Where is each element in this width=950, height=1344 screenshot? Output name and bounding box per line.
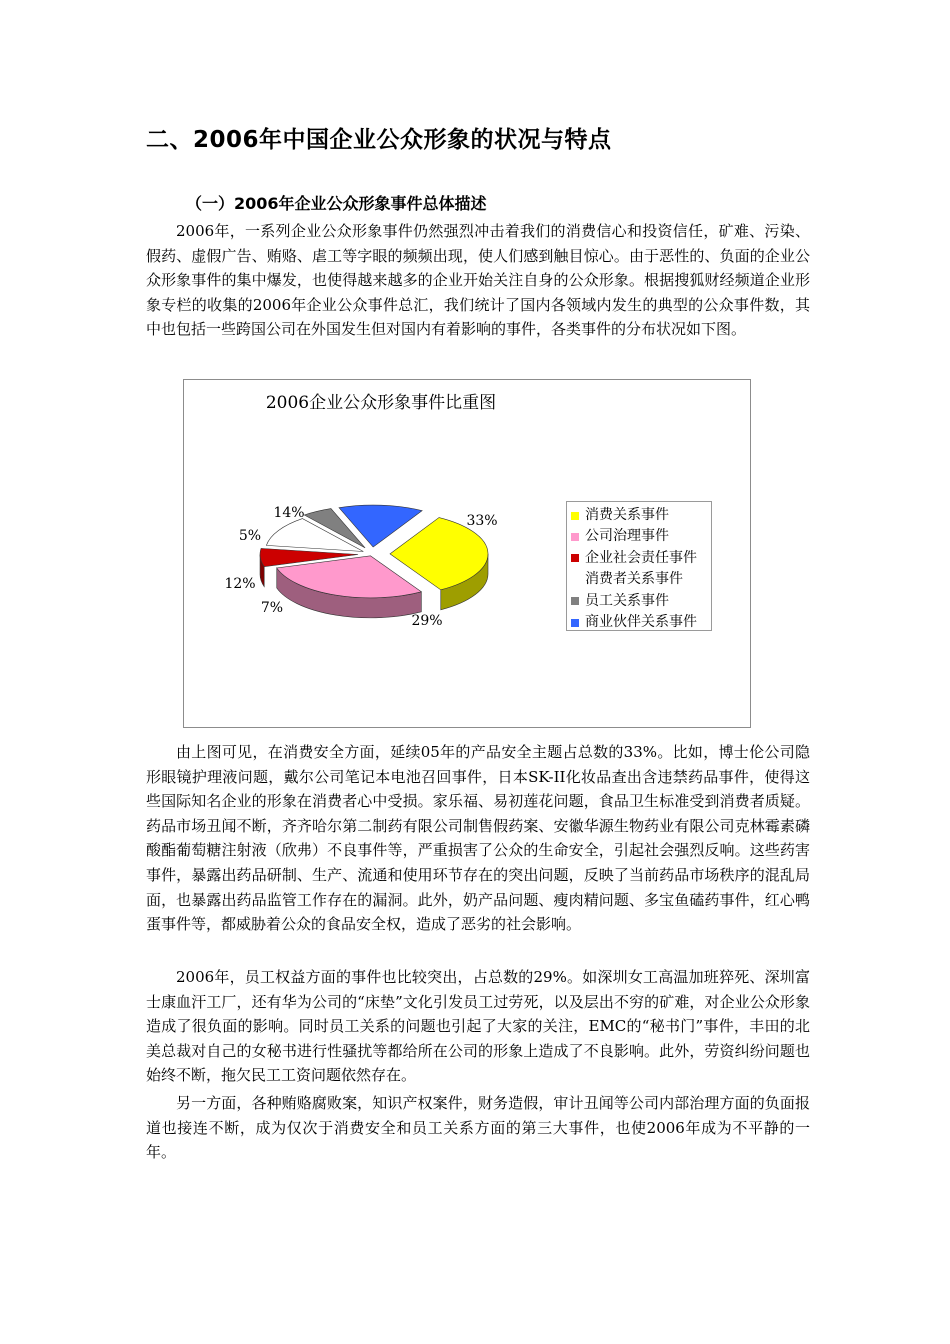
subsection-title: （一）2006年企业公众形象事件总体描述	[186, 194, 487, 213]
legend-swatch-1	[571, 533, 579, 541]
legend-item-0	[571, 505, 711, 526]
legend-label-5: 商业伙伴关系事件	[585, 613, 697, 630]
pie-value-label-1: 29%	[411, 613, 443, 629]
pie-value-label-0: 33%	[466, 513, 498, 529]
paragraph-employee-rights: 2006年，员工权益方面的事件也比较突出，占总数的29%。如深圳女工高温加班猝死、深圳富士康血汗工厂，还有华为公司的“床垫”文化引发员工过劳死，以及层出不穷的矿难，对企业公众形象造成了很负面的影响。同时员工关系的问题也引起了大家的关注，EMC的“秘书门”事件，丰田的北美总裁对自己的女秘书进行性骚扰等都给所在公司的形象上造成了不良影响。此外，劳资纠纷问题也始终不断，拖欠民工工资问题依然存在。	[146, 968, 810, 1085]
legend-label-2: 企业社会责任事件	[585, 549, 697, 566]
pie-value-label-4: 5%	[238, 528, 262, 544]
legend-item-5	[571, 612, 711, 633]
legend-item-3	[571, 569, 711, 590]
legend-label-3: 消费者关系事件	[585, 571, 683, 588]
legend-swatch-0	[571, 512, 579, 520]
pie-value-label-5: 14%	[273, 505, 305, 521]
legend-item-4	[571, 591, 711, 612]
pie-value-label-2: 7%	[260, 600, 284, 616]
legend-swatch-3	[571, 576, 579, 584]
legend-label-1: 公司治理事件	[585, 528, 669, 545]
paragraph-governance: 另一方面，各种贿赂腐败案，知识产权案件，财务造假，审计丑闻等公司内部治理方面的负面报道也接连不断，成为仅次于消费安全和员工关系方面的第三大事件，也使2006年成为不平静的一年。	[146, 1094, 810, 1162]
paragraph-intro: 2006年，一系列企业公众形象事件仍然强烈冲击着我们的消费信心和投资信任，矿难、污染、假药、虚假广告、贿赂、虐工等字眼的频频出现，使人们感到触目惊心。由于恶性的、负面的企业公众形象事件的集中爆发，也使得越来越多的企业开始关注自身的公众形象。根据搜狐财经频道企业形象专栏的收集的2006年企业公众事件总汇，我们统计了国内各领域内发生的典型的公众事件数，其中也包括一些跨国公司在外国发生但对国内有着影响的事件，各类事件的分布状况如下图。	[146, 222, 810, 339]
chart-legend	[566, 501, 712, 631]
section-title: 二、2006年中国企业公众形象的状况与特点	[146, 127, 612, 153]
legend-swatch-5	[571, 619, 579, 627]
legend-swatch-2	[571, 554, 579, 562]
legend-item-1	[571, 526, 711, 547]
legend-item-2	[571, 548, 711, 569]
pie-value-label-3: 12%	[224, 576, 256, 592]
pie-chart	[183, 379, 751, 728]
legend-swatch-4	[571, 597, 579, 605]
legend-label-4: 员工关系事件	[585, 592, 669, 609]
paragraph-consumer-safety: 由上图可见，在消费安全方面，延续05年的产品安全主题占总数的33%。比如，博士伦公司隐形眼镜护理液问题，戴尔公司笔记本电池召回事件，日本SK-II化妆品查出含违禁药品事件，使得这些国际知名企业的形象在消费者心中受损。家乐福、易初莲花问题，食品卫生标准受到消费者质疑。药品市场丑闻不断，齐齐哈尔第二制药有限公司制售假药案、安徽华源生物药业有限公司克林霉素磷酸酯葡萄糖注射液（欣弗）不良事件等，严重损害了公众的生命安全，引起社会强烈反响。这些药害事件，暴露出药品研制、生产、流通和使用环节存在的突出问题，反映了当前药品市场秩序的混乱局面，也暴露出药品监管工作存在的漏洞。此外，奶产品问题、瘦肉精问题、多宝鱼磕药事件，红心鸭蛋事件等，都威胁着公众的食品安全权，造成了恶劣的社会影响。	[146, 743, 810, 934]
chart-title: 2006企业公众形象事件比重图	[265, 393, 497, 413]
legend-label-0: 消费关系事件	[585, 507, 669, 523]
